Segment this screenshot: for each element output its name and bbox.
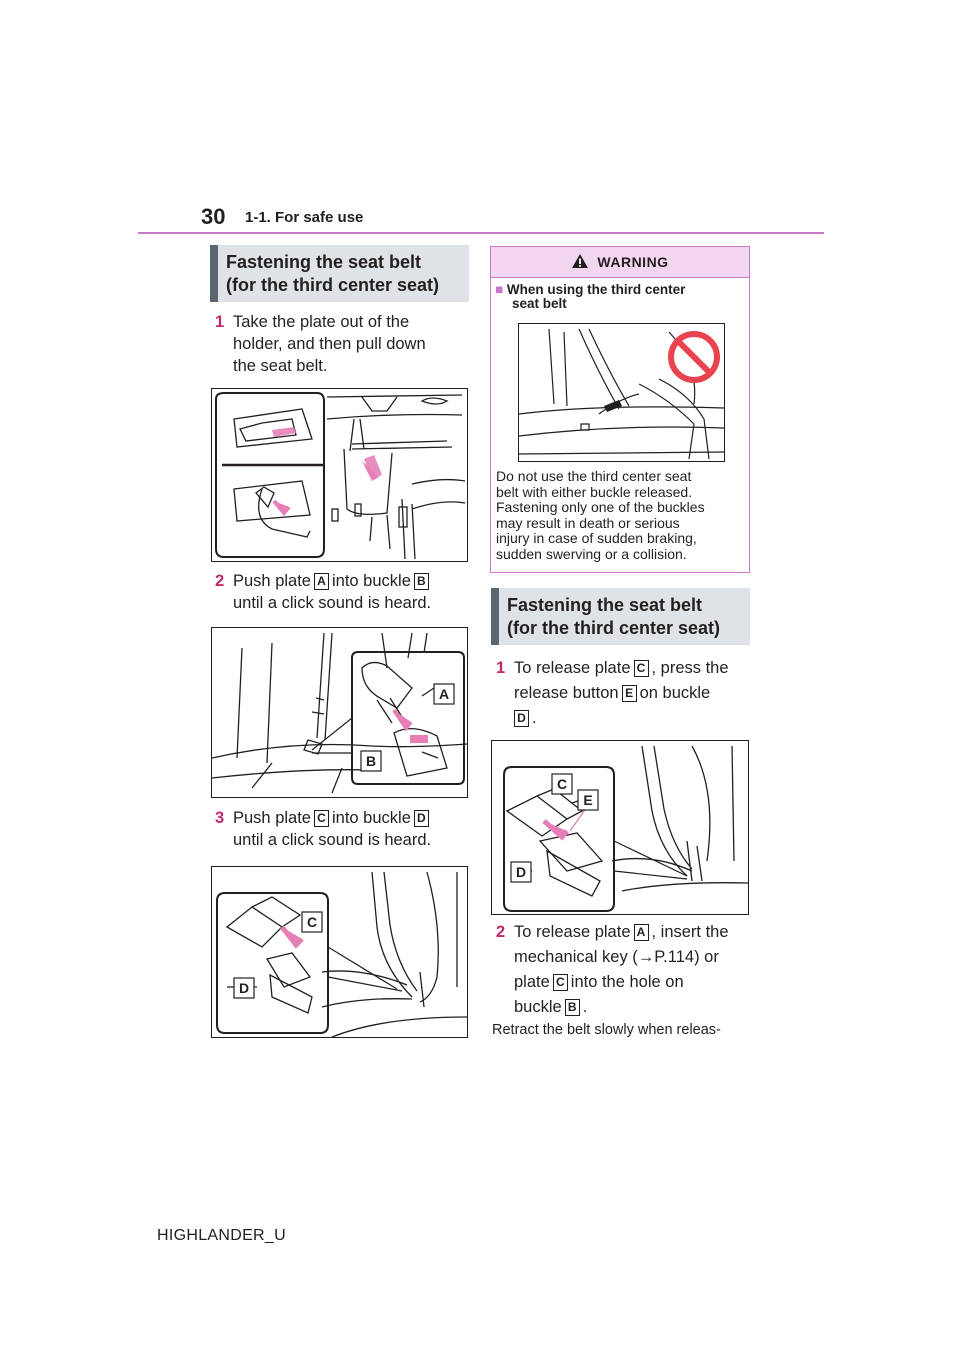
left-section-heading [210,245,469,302]
left-step-1 [215,311,473,377]
step-text: release button [514,684,619,702]
label-d: D [238,980,250,996]
illustration-buckle-ab [212,628,467,797]
right-step-2 [496,920,754,1020]
illustration-release-button [492,741,748,914]
illustration-buckle-cd [212,867,467,1037]
label-box: D [414,810,429,827]
warning-triangle-icon [571,253,589,269]
warning-subtitle [495,283,745,311]
step-text: until a click sound is heard. [233,594,432,612]
heading-line: (for the third center seat) [226,275,440,295]
bullet-icon: ■ [495,282,504,297]
label-d: D [515,864,527,880]
section-title: 1-1. For safe use [245,209,364,226]
step-text: , insert the [651,923,729,941]
label-c: C [556,776,568,792]
step-text: plate [514,973,550,991]
label-box: B [565,999,580,1016]
warning-box [490,246,750,573]
step-number: 2 [215,572,225,590]
right-section-heading [491,588,750,645]
label-box: A [634,924,649,941]
page-number: 30 [201,204,226,229]
warning-text: Fastening only one of the buckles [496,499,705,515]
label-box: C [314,810,329,827]
step-number: 1 [215,313,225,331]
step-text: holder, and then pull down [233,335,426,353]
step-text: . [582,998,588,1016]
warning-body [496,469,748,562]
heading-line: Fastening the seat belt [226,252,422,272]
warning-text: may result in death or serious [496,514,680,531]
label-box: D [514,710,529,727]
warning-subtitle-text: When using the third center [506,282,686,297]
footer-model: HIGHLANDER_U [157,1227,286,1244]
step-number: 2 [496,923,506,941]
label-b: B [365,753,377,769]
step-text: mechanical key (→P.114) or [514,948,719,966]
figure-push-plate-a [211,627,468,798]
figure-release [491,740,749,915]
warning-text: belt with either buckle released. [496,483,693,500]
step-text: into buckle [331,572,411,590]
step-text: Take the plate out of the [233,313,410,331]
label-a: A [438,686,450,702]
label-box: C [553,974,568,991]
step-number: 3 [215,809,225,827]
step-text: buckle [514,998,562,1016]
step-text: To release plate [514,659,631,677]
trailing-text: Retract the belt slowly when releas- [492,1022,721,1038]
figure-take-plate [211,388,468,562]
step-text: into buckle [331,809,411,827]
left-step-3 [215,807,473,851]
right-step-1 [496,656,754,731]
step-text: . [532,709,537,727]
step-text: Push plate [233,572,311,590]
heading-line: Fastening the seat belt [507,595,703,615]
warning-subtitle-text: seat belt [512,296,567,311]
warning-text: sudden swerving or a collision. [496,545,687,562]
figure-warning [518,323,725,462]
heading-line: (for the third center seat) [507,618,721,638]
warning-text: injury in case of sudden braking, [496,530,697,546]
step-text: To release plate [514,923,631,941]
illustration-holder [212,389,467,561]
label-e: E [583,792,593,808]
figure-push-plate-c [211,866,468,1038]
step-text: , press the [651,659,729,677]
label-box: E [622,685,637,702]
prohibited-icon [667,330,721,384]
step-number: 1 [496,659,506,677]
warning-text: Do not use the third center seat [496,468,692,484]
step-text: the seat belt. [233,357,328,375]
step-text: on buckle [639,684,711,702]
header-rule [138,232,824,234]
step-text: into the hole on [570,973,684,991]
label-c: C [306,914,318,930]
label-box: C [634,660,649,677]
step-text: until a click sound is heard. [233,831,432,849]
step-text: Push plate [233,809,311,827]
warning-title: WARNING [597,254,669,270]
label-box: B [414,573,429,590]
warning-header [491,247,749,278]
left-step-2 [215,570,473,614]
label-box: A [314,573,329,590]
